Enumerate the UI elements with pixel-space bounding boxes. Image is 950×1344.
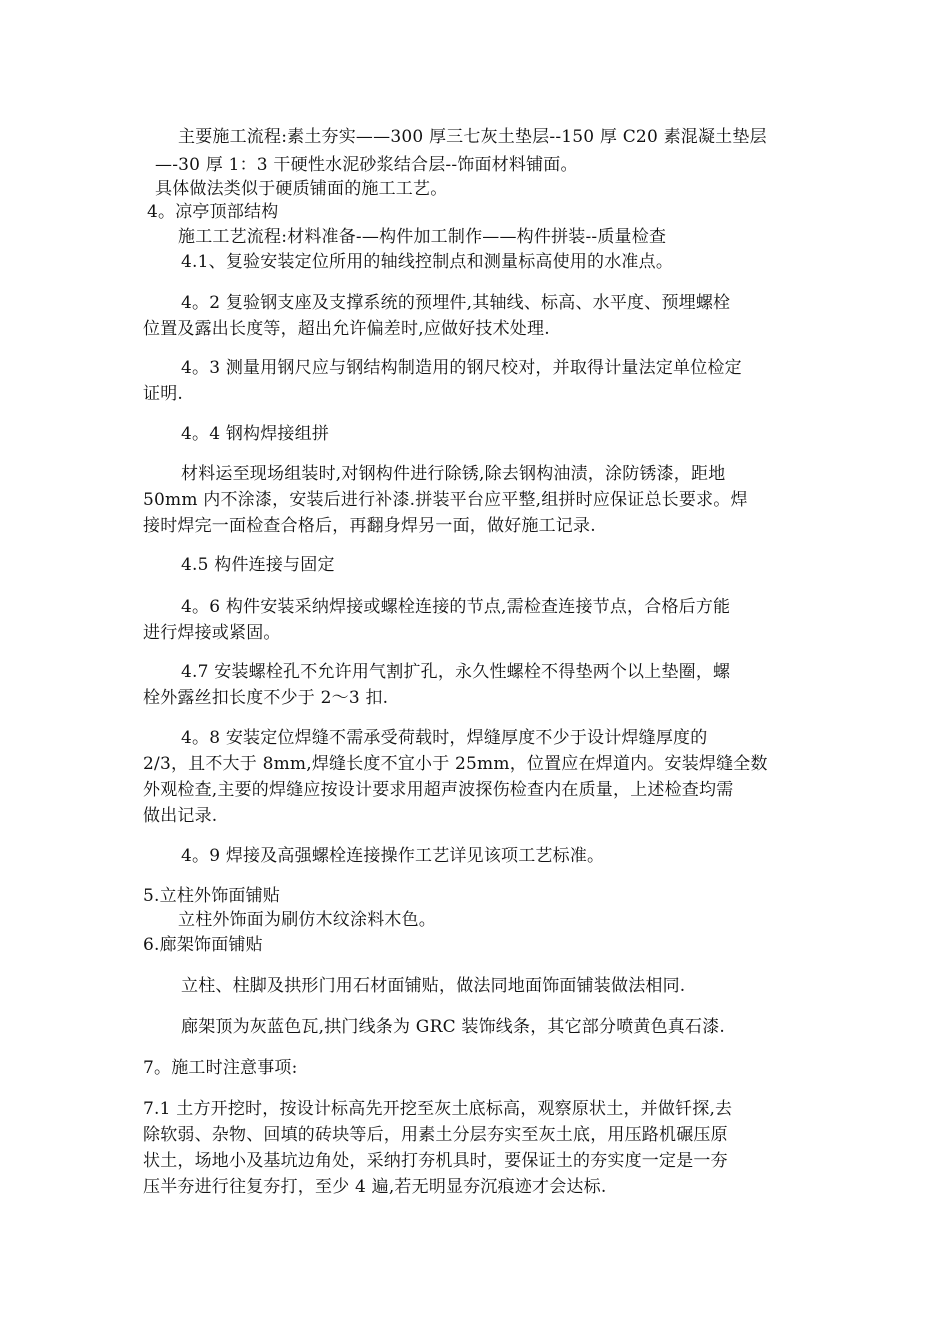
text-line: 栓外露丝扣长度不少于 2～3 扣.: [143, 688, 389, 708]
text-line: 证明.: [143, 384, 184, 404]
text-line: 压半夯进行往复夯打，至少 4 遍,若无明显夯沉痕迹才会达标.: [143, 1177, 607, 1197]
text-line: 除软弱、杂物、回填的砖块等后，用素土分层夯实至灰土底，用压路机碾压原: [143, 1125, 728, 1145]
text-line: 4。3 测量用钢尺应与钢结构制造用的钢尺校对，并取得计量法定单位检定: [181, 358, 742, 378]
section-heading: 4。凉亭顶部结构: [147, 202, 279, 222]
text-line: 立柱外饰面为刷仿木纹涂料木色。: [178, 910, 436, 930]
text-line: 廊架顶为灰蓝色瓦,拱门线条为 GRC 装饰线条，其它部分喷黄色真石漆.: [181, 1017, 726, 1037]
text-line: 外观检查,主要的焊缝应按设计要求用超声波探伤检查内在质量，上述检查均需: [143, 780, 734, 800]
section-heading: 5.立柱外饰面铺贴: [143, 886, 281, 906]
text-line: 位置及露出长度等，超出允许偏差时,应做好技术处理.: [143, 319, 550, 339]
text-line: 接时焊完一面检查合格后，再翻身焊另一面，做好施工记录.: [143, 516, 596, 536]
text-line: 具体做法类似于硬质铺面的施工工艺。: [155, 179, 448, 199]
text-line: 4。6 构件安装采纳焊接或螺栓连接的节点,需检查连接节点，合格后方能: [181, 597, 731, 617]
text-line: 材料运至现场组装时,对钢构件进行除锈,除去钢构油渍，涂防锈漆，距地: [181, 464, 726, 484]
text-line: 立柱、柱脚及拱形门用石材面铺贴，做法同地面饰面铺装做法相同.: [181, 976, 686, 996]
text-line: 进行焊接或紧固。: [143, 623, 281, 643]
text-line: 状土，场地小及基坑边角处，采纳打夯机具时，要保证土的夯实度一定是一夯: [143, 1151, 728, 1171]
text-line: 4。2 复验钢支座及支撑系统的预埋件,其轴线、标高、水平度、预埋螺栓: [181, 293, 731, 313]
subsection-heading: 4。4 钢构焊接组拼: [181, 424, 330, 444]
text-line: 4。8 安装定位焊缝不需承受荷载时，焊缝厚度不少于设计焊缝厚度的: [181, 728, 708, 748]
text-line: 7.1 土方开挖时，按设计标高先开挖至灰土底标高，观察原状土，并做钎探,去: [143, 1099, 733, 1119]
section-heading: 7。施工时注意事项:: [143, 1058, 298, 1078]
text-line: 50mm 内不涂漆，安装后进行补漆.拼装平台应平整,组拼时应保证总长要求。焊: [143, 490, 748, 510]
section-heading: 6.廊架饰面铺贴: [143, 935, 263, 955]
text-line: 施工工艺流程:材料准备-—构件加工制作——构件拼装--质量检查: [178, 227, 667, 247]
text-line: 4.7 安装螺栓孔不允许用气割扩孔，永久性螺栓不得垫两个以上垫圈，螺: [181, 662, 731, 682]
subsection-heading: 4.5 构件连接与固定: [181, 555, 335, 575]
text-line: 4.1、复验安装定位所用的轴线控制点和测量标高使用的水准点。: [181, 252, 674, 272]
text-line: 2/3，且不大于 8mm,焊缝长度不宜小于 25mm，位置应在焊道内。安装焊缝全数: [143, 754, 768, 774]
text-line: 主要施工流程:素土夯实——300 厚三七灰土垫层--150 厚 C20 素混凝土垫层: [178, 127, 767, 147]
text-line: 4。9 焊接及高强螺栓连接操作工艺详见该项工艺标准。: [181, 846, 605, 866]
text-line: 做出记录.: [143, 806, 218, 826]
text-line: —-30 厚 1：3 干硬性水泥砂浆结合层--饰面材料铺面。: [155, 155, 578, 175]
